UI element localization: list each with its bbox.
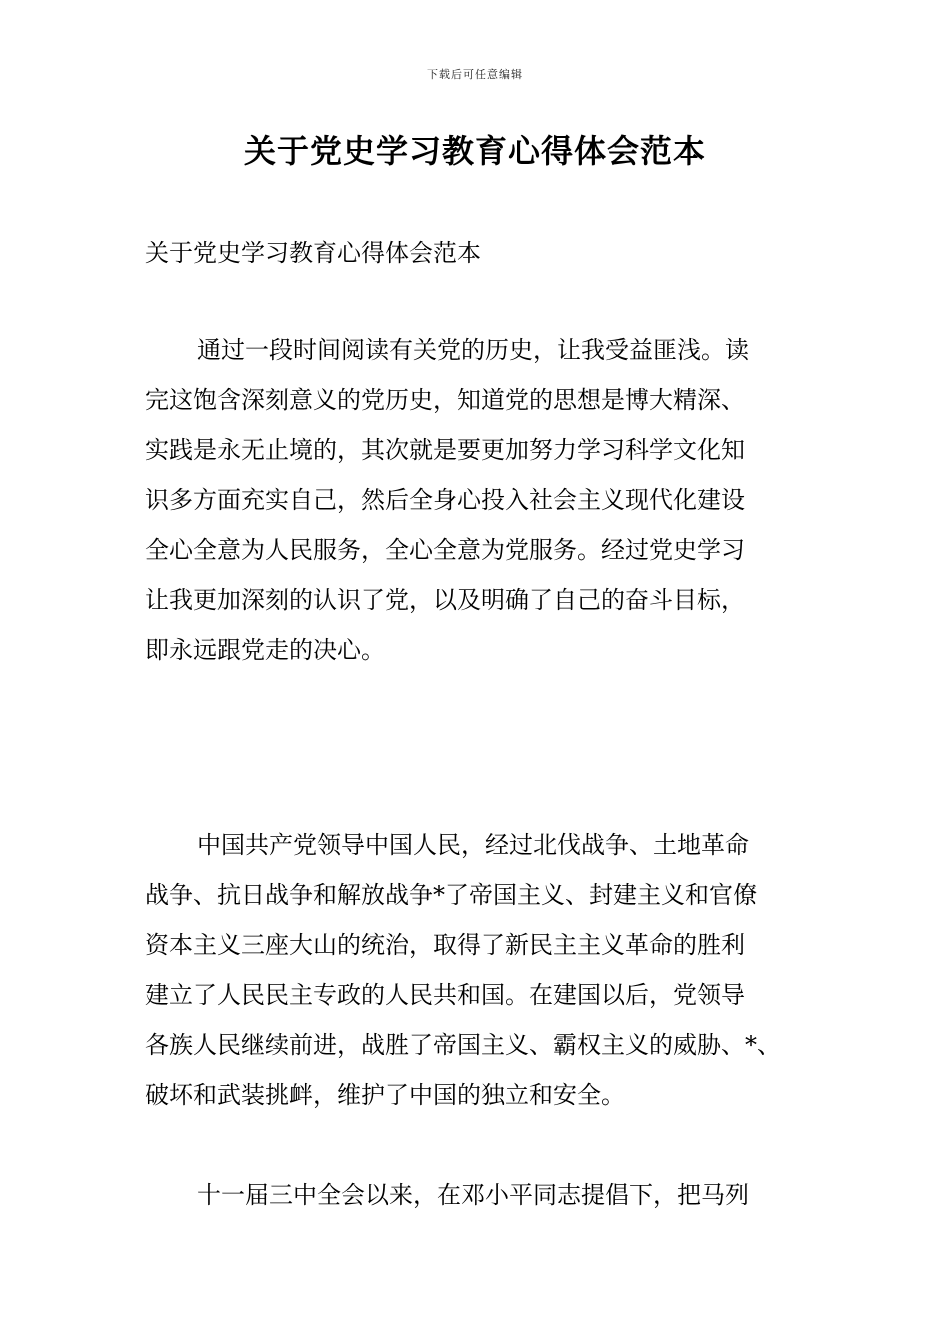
paragraph-line: 全心全意为人民服务，全心全意为党服务。经过党史学习	[145, 536, 745, 564]
paragraph-3	[145, 1170, 815, 1220]
paragraph-2	[145, 820, 815, 1120]
document-title: 关于党史学习教育心得体会范本	[243, 132, 706, 170]
paragraph-line: 中国共产党领导中国人民，经过北伐战争、土地革命	[197, 831, 749, 859]
paragraph-line: 识多方面充实自己，然后全身心投入社会主义现代化建设	[145, 486, 745, 514]
paragraph-line: 破坏和武装挑衅，维护了中国的独立和安全。	[145, 1081, 625, 1109]
paragraph-line: 战争、抗日战争和解放战争*了帝国主义、封建主义和官僚	[145, 881, 757, 909]
paragraph-line: 十一届三中全会以来，在邓小平同志提倡下，把马列	[197, 1181, 749, 1209]
header-note: 下载后可任意编辑	[427, 68, 523, 81]
paragraph-line: 即永远跟党走的决心。	[145, 636, 385, 664]
paragraph-1	[145, 325, 815, 675]
paragraph-line: 实践是永无止境的，其次就是要更加努力学习科学文化知	[145, 436, 745, 464]
document-subtitle: 关于党史学习教育心得体会范本	[145, 239, 481, 267]
paragraph-line: 资本主义三座大山的统治，取得了新民主主义革命的胜利	[145, 931, 745, 959]
paragraph-line: 通过一段时间阅读有关党的历史，让我受益匪浅。读	[197, 336, 749, 364]
paragraph-line: 让我更加深刻的认识了党，以及明确了自己的奋斗目标，	[145, 586, 745, 614]
paragraph-line: 各族人民继续前进，战胜了帝国主义、霸权主义的威胁、*、	[145, 1031, 781, 1059]
paragraph-line: 完这饱含深刻意义的党历史，知道党的思想是博大精深、	[145, 386, 745, 414]
paragraph-line: 建立了人民民主专政的人民共和国。在建国以后，党领导	[145, 981, 745, 1009]
